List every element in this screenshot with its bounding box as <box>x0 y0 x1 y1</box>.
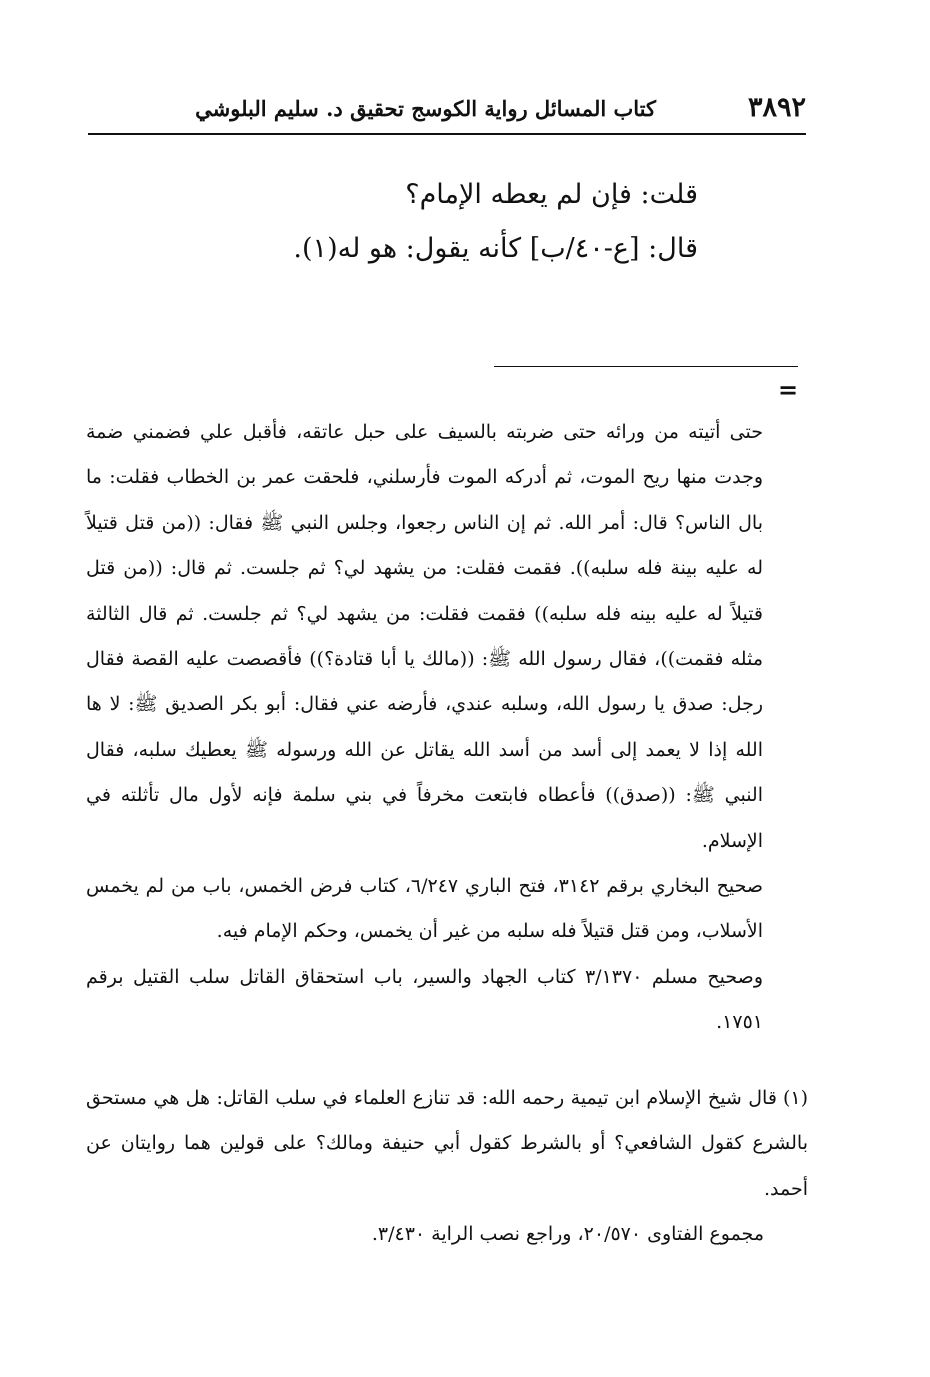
footnote-1-text: قال شيخ الإسلام ابن تيمية رحمه الله: قد تنازع العلماء في سلب القاتل: هل هي مستحق بالشرع كقول الشافعي؟ أو بالشرط كقول أبي حنيفة ومالك؟ على قولين هما روايتان عن أحمد. <box>86 1087 808 1200</box>
main-line-question: قلت: فإن لم يعطه الإمام؟ <box>405 179 698 210</box>
footnote-1 <box>86 1076 808 1258</box>
continuation-mark: = <box>778 375 799 404</box>
header-rule <box>88 133 806 135</box>
page-number: ٣٨٩٢ <box>747 92 806 123</box>
main-text <box>293 168 698 276</box>
hadith-text: حتى أتيته من ورائه حتى ضربته بالسيف على حبل عاتقه، فأقبل علي فضمني ضمة وجدت منها ريح الموت، ثم أدركه الموت فأرسلني، فلحقت عمر بن الخطاب فقلت: ما بال الناس؟ قال: أمر الله. ثم إن الناس رجعوا، وجلس النبي ﷺ فقال: ((من قتل قتيلاً له عليه بينة فله سلبه)). فقمت فقلت: من يشهد لي؟ ثم جلست. ثم قال: ((من قتل قتيلاً له عليه بينه فله سلبه)) فقمت فقلت: من يشهد لي؟ ثم جلست. ثم قال الثالثة مثله فقمت))، فقال رسول الله ﷺ: ((مالك يا أبا قتادة؟)) فأقصصت عليه القصة فقال رجل: صدق يا رسول الله، وسلبه عندي، فأرضه عني فقال: أبو بكر الصديق ﷺ: لا ها الله إذا لا يعمد إلى أسد من أسد الله يقاتل عن الله ورسوله ﷺ يعطيك سلبه، فقال النبي ﷺ: ((صدق)) فأعطاه فابتعت مخرفاً في بني سلمة فإنه لأول مال تأثلته في الإسلام. <box>86 421 763 852</box>
running-title: كتاب المسائل رواية الكوسج تحقيق د. سليم البلوشي <box>195 96 656 121</box>
page-header <box>88 92 806 132</box>
footnote-1-source: مجموع الفتاوى ٢٠/٥٧٠، وراجع نصب الراية ٣/٤٣٠. <box>371 1223 764 1246</box>
bukhari-reference: صحيح البخاري برقم ٣١٤٢، فتح الباري ٦/٢٤٧، كتاب فرض الخمس، باب من لم يخمس الأسلاب، ومن قتل قتيلاً فله سلبه من غير أن يخمس، وحكم الإمام فيه. <box>86 875 763 943</box>
main-line-answer: قال: [ع-٤٠/ب] كأنه يقول: هو له(١). <box>293 233 698 264</box>
footnote-continuation <box>86 410 763 1046</box>
muslim-reference: وصحيح مسلم ٣/١٣٧٠ كتاب الجهاد والسير، باب استحقاق القاتل سلب القتيل برقم ١٧٥١. <box>86 965 763 1034</box>
footnote-separator <box>494 366 798 367</box>
footnote-1-marker: (١) <box>782 1087 808 1109</box>
